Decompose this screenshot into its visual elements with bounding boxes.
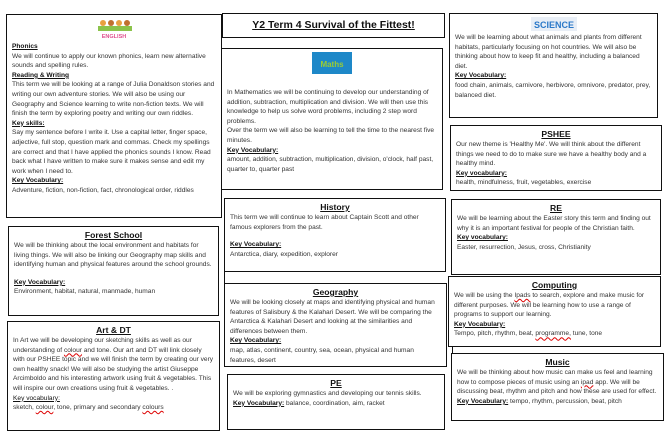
vocab-line: Key Vocabulary: tempo, rhythm, percussion, beat, pitch bbox=[457, 397, 622, 405]
section-heading: PSHEE bbox=[541, 129, 571, 139]
reading-heading: Reading & Writing bbox=[12, 71, 70, 79]
section-text: We will be thinking about the local environment and habitats for living things. We will also be linking our Geography map skills and identifying human and physical features around the school grounds. bbox=[14, 242, 212, 269]
section-text: We will be using the Ipads to search, explore and make music for different purposes. We will be learning how to use a range of programs to support our learning. bbox=[454, 292, 645, 319]
page-title: Y2 Term 4 Survival of the Fittest! bbox=[252, 19, 415, 31]
svg-text:Maths: Maths bbox=[320, 60, 344, 69]
vocab-text: Tempo, pitch, rhythm, beat, programme, tune, tone bbox=[454, 330, 603, 338]
phonics-text: We will continue to apply our known phonics, learn new alternative sounds and spelling rules. bbox=[12, 52, 206, 70]
phonics-heading: Phonics bbox=[12, 43, 38, 50]
vocab-label: Key Vocabulary: bbox=[230, 337, 282, 345]
vocab-text: amount, addition, subtraction, multiplication, division, o'clock, half past, quarter to, quarter past bbox=[227, 156, 434, 173]
section-text: In Mathematics we will be continuing to develop our understanding of addition, subtraction, multiplication and division. We will then use this knowledge to help us solve word problems, including 2 step word problems. bbox=[227, 89, 429, 125]
maths-box bbox=[221, 48, 443, 190]
vocab-label: Key Vocabulary: bbox=[14, 278, 66, 286]
maths-logo-icon bbox=[312, 52, 352, 74]
forest-school-box bbox=[8, 226, 219, 316]
section-text: Over the term we will also be learning to tell the time to the nearest five minutes. bbox=[227, 127, 435, 144]
section-text: We will be looking closely at maps and identifying physical and human features of Salisbury & the Kalahari Desert. We will be comparing the Antarctica & Kalahari Desert and looking at the similarities and differences between them. bbox=[230, 299, 435, 335]
vocab-label: Key vocabulary: bbox=[456, 169, 507, 177]
section-heading: Music bbox=[545, 357, 570, 367]
vocab-text: health, mindfulness, fruit, vegetables, exercise bbox=[456, 179, 592, 187]
vocab-line: Key Vocabulary: balance, coordination, aim, racket bbox=[233, 399, 385, 407]
section-heading: RE bbox=[550, 203, 562, 213]
vocab-label: Key Vocabulary: bbox=[454, 320, 506, 328]
re-box bbox=[451, 199, 661, 275]
vocab-label: Key Vocabulary: bbox=[230, 241, 282, 249]
science-box bbox=[449, 13, 658, 118]
vocab-label: Key Vocabulary: bbox=[12, 177, 64, 185]
section-text: We will be exploring gymnastics and developing our tennis skills. bbox=[233, 390, 422, 397]
english-box bbox=[6, 14, 222, 218]
vocab-text: Easter, resurrection, Jesus, cross, Christianity bbox=[457, 243, 591, 251]
section-heading: PE bbox=[330, 378, 342, 388]
vocab-label: Key Vocabulary: bbox=[227, 146, 279, 154]
section-heading: Art & DT bbox=[96, 325, 131, 335]
title-box bbox=[222, 13, 445, 38]
computing-box bbox=[448, 276, 661, 347]
section-heading: Geography bbox=[312, 287, 359, 297]
skills-heading: Key skills: bbox=[12, 119, 45, 127]
vocab-label: Key Vocabulary: bbox=[455, 72, 507, 80]
vocab-text: map, atlas, continent, country, sea, ocean, physical and human features, desert bbox=[230, 346, 414, 364]
pshee-box bbox=[450, 125, 662, 191]
english-logo-icon bbox=[94, 18, 134, 40]
vocab-text: Environment, habitat, natural, manmade, human bbox=[14, 288, 156, 296]
section-text: We will be learning about what animals and plants from different habitats, particularly focusing on hot countries. We will also be thinking about how to keep fit and healthy, including a balanced diet. bbox=[455, 34, 642, 70]
vocab-label: Key vocabulary: bbox=[13, 394, 60, 402]
reading-text: This term we will be looking at a range of Julia Donaldson stories and writing our own adventure stories. We will also be using our Geography and Science learning to write non-fiction texts. We will finish the term by exploring poetry and writing our own riddles. bbox=[12, 81, 215, 118]
geography-box bbox=[224, 283, 447, 367]
vocab-text: sketch, colour, tone, primary and secondary colours bbox=[13, 404, 164, 412]
vocab-text: Antarctica, diary, expedition, explorer bbox=[230, 250, 338, 258]
svg-text:SCIENCE: SCIENCE bbox=[533, 20, 574, 30]
vocab-text: food chain, animals, carnivore, herbivore, omnivore, predator, prey, balanced diet. bbox=[455, 81, 651, 99]
section-text: We will be learning about the Easter story this term and finding out why it is an important festival for people of the Christian faith. bbox=[457, 215, 651, 232]
science-logo-icon bbox=[531, 17, 577, 31]
pe-box bbox=[227, 374, 445, 430]
section-heading: Computing bbox=[531, 280, 578, 290]
section-text: We will be thinking about how music can make us feel and learning how to compose pieces of music using an ipad app. We will be discussing beat, rhythm and pitch and how these are used for effect. bbox=[457, 369, 657, 396]
skills-text: Say my sentence before I write it. Use a capital letter, finger space, adjective, full stop, question mark and commas. Check my spellings are correct and that I have applied the phonics sounds I know. Read back what I have written to make sure it makes sense and edit my work when I need to. bbox=[12, 129, 211, 175]
vocab-label: Key vocabulary: bbox=[457, 234, 508, 242]
history-box bbox=[224, 198, 446, 272]
section-text: Our new theme is 'Healthy Me'. We will think about the different things we need to do to make sure we have a healthy body and a healthy mind. bbox=[456, 141, 647, 168]
section-text: In Art we will be developing our sketching skills as well as our understanding of colour and tone. Our art and DT will link closely with our PSHEE topic and we will finish the term by creating our very own healthy snack! We will also be studying the artist Giuseppe Arcimboldo and his interesting artwork using fruit & vegetables. This will inspire our own creations using fruit & vegetables. . bbox=[13, 337, 214, 392]
art-dt-box bbox=[7, 321, 220, 431]
section-text: This term we will continue to learn about Captain Scott and other famous explorers from the past. bbox=[230, 214, 419, 231]
svg-text:ENGLISH: ENGLISH bbox=[101, 34, 127, 40]
music-box bbox=[451, 353, 664, 421]
section-heading: History bbox=[320, 202, 350, 212]
vocab-text: Adventure, fiction, non-fiction, fact, chronological order, riddles bbox=[12, 186, 194, 194]
section-heading: Forest School bbox=[84, 230, 143, 240]
